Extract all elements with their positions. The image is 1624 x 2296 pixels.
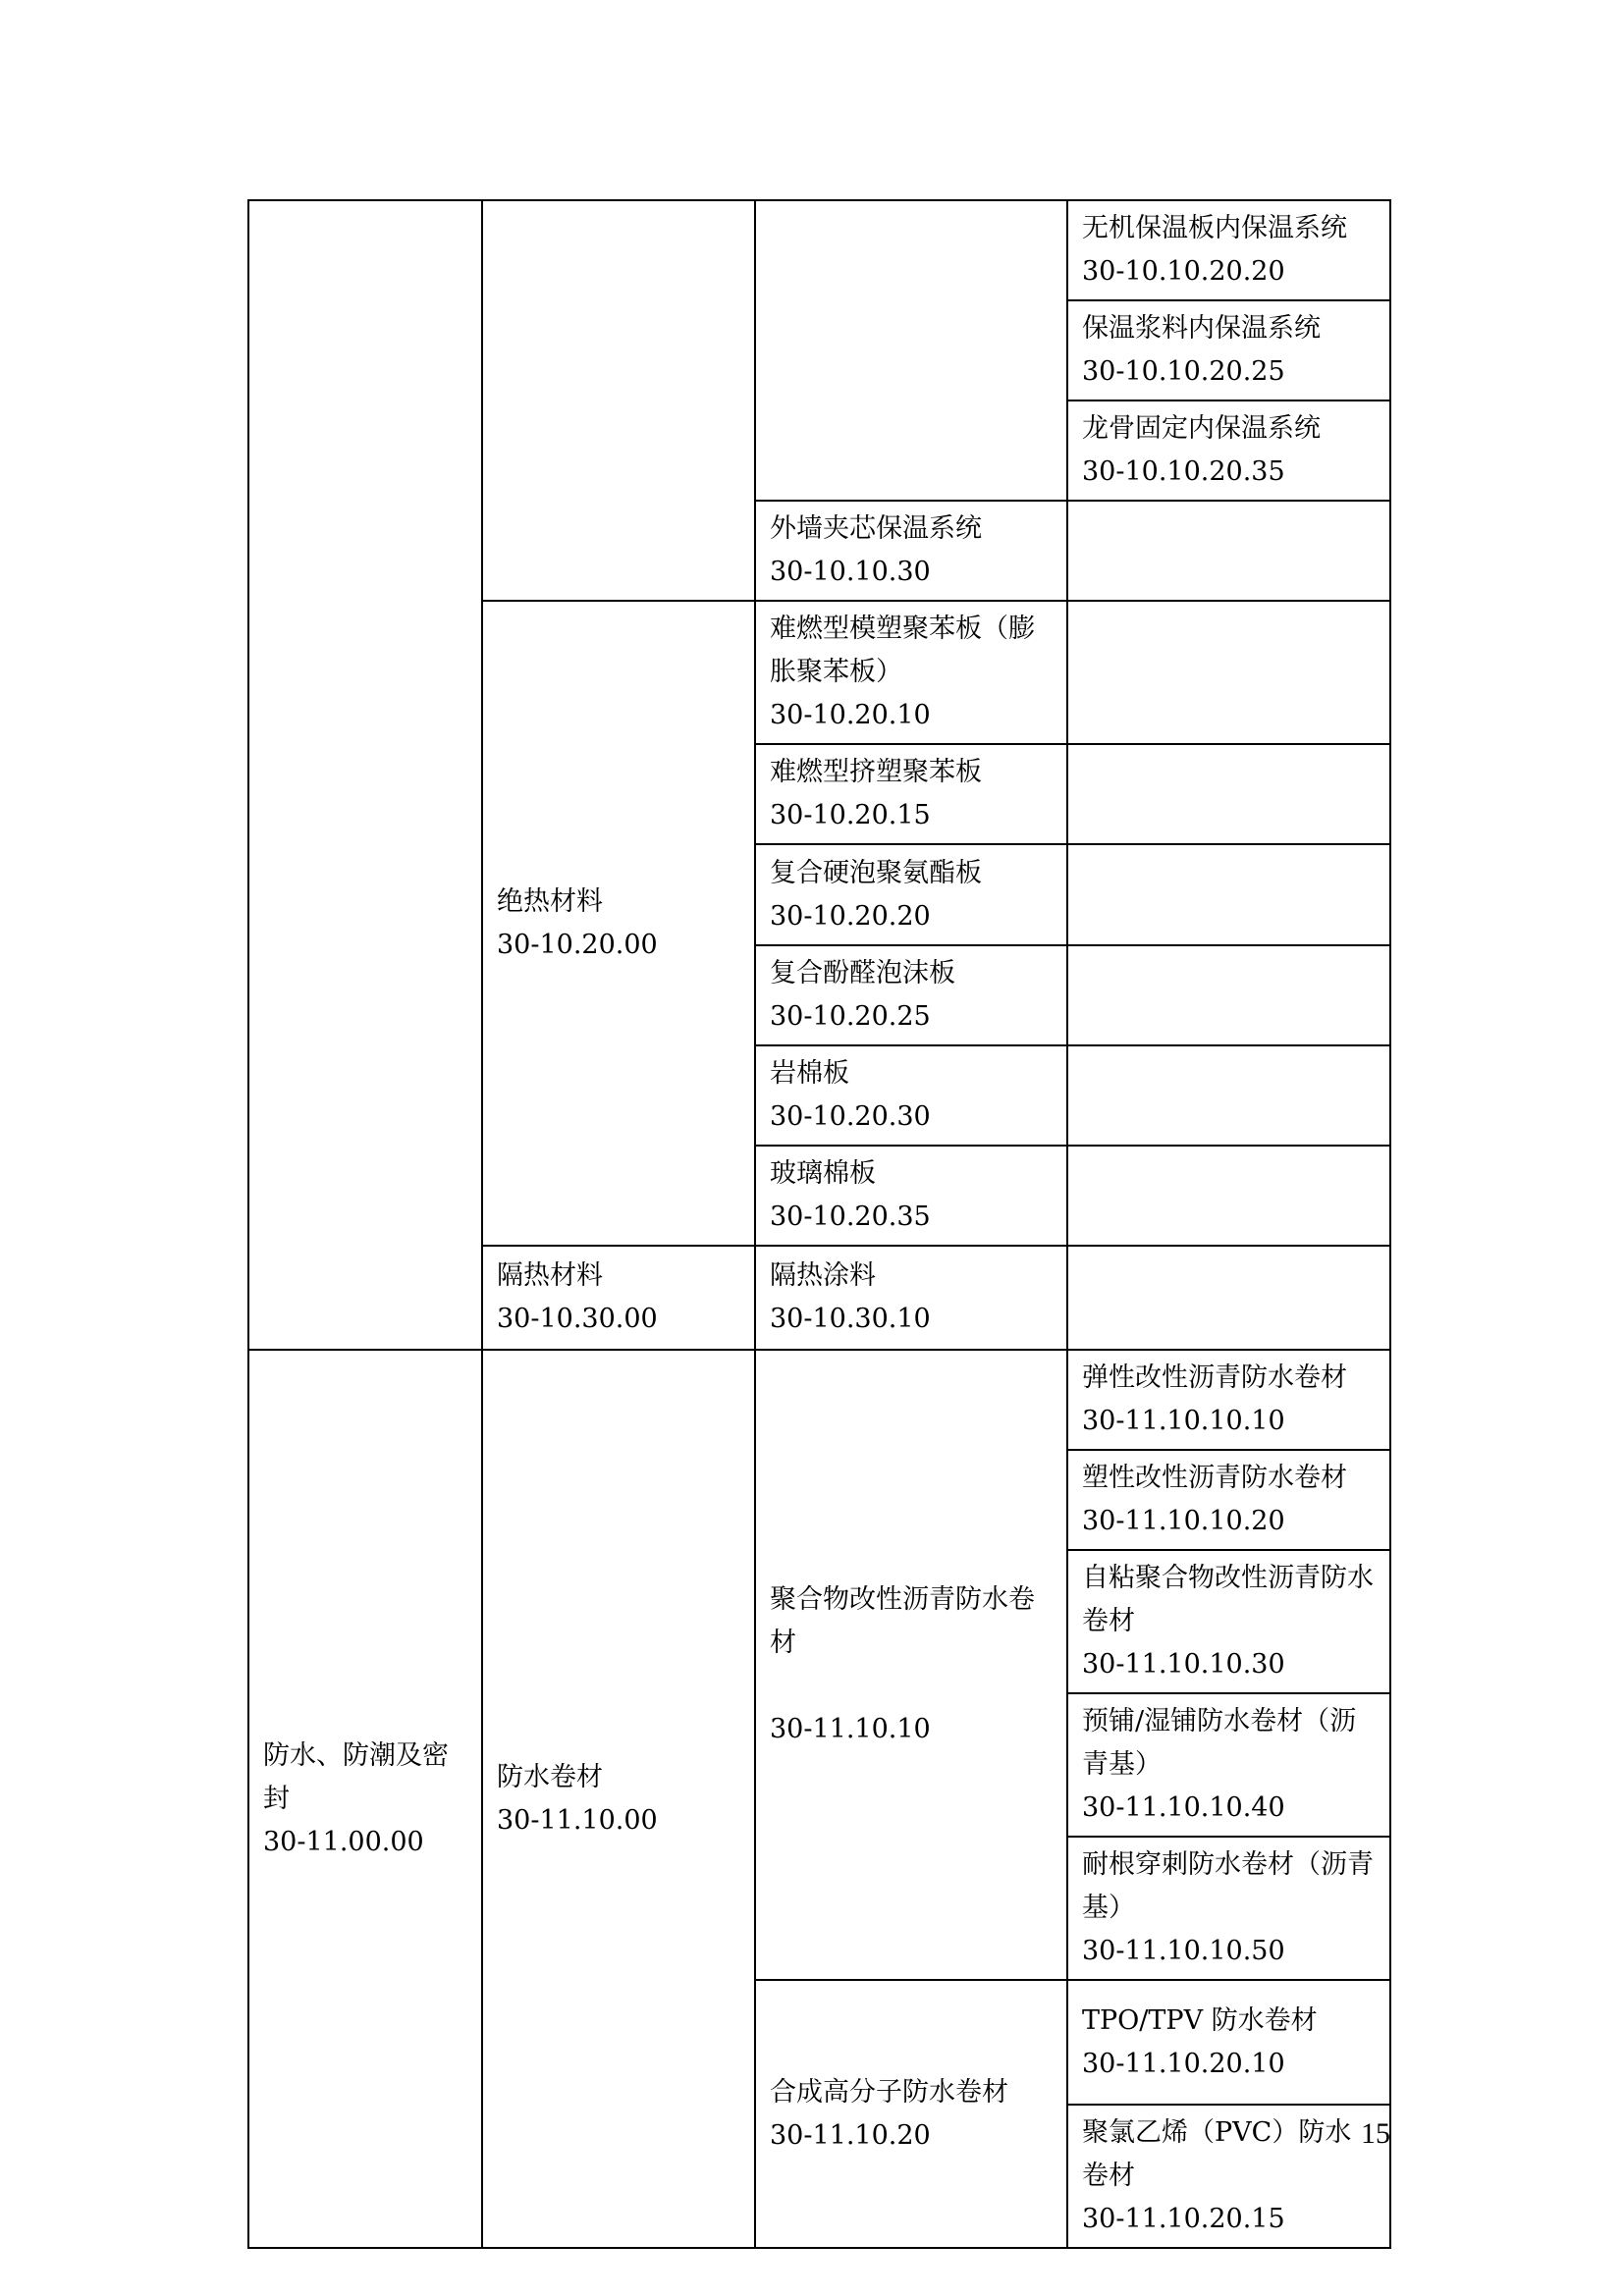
item-cell xyxy=(755,1350,1067,1980)
item-code: 30-10.20.30 xyxy=(770,1101,931,1132)
subcategory-cell xyxy=(482,1246,755,1350)
item-cell xyxy=(755,945,1067,1045)
subitem-cell xyxy=(1067,1693,1390,1837)
subitem-cell xyxy=(1067,200,1390,300)
subitem-cell-empty xyxy=(1067,1246,1390,1350)
subitem-name: 预铺/湿铺防水卷材（沥青基） xyxy=(1082,1706,1357,1780)
subitem-code: 30-10.10.20.35 xyxy=(1082,456,1285,487)
subitem-cell xyxy=(1067,1450,1390,1550)
item-code: 30-10.30.10 xyxy=(770,1304,931,1334)
category-name: 防水、防潮及密封 xyxy=(263,1739,449,1814)
subitem-cell xyxy=(1067,1980,1390,2105)
item-name: 岩棉板 xyxy=(770,1058,849,1089)
item-name: 隔热涂料 xyxy=(770,1260,876,1291)
item-name: 聚合物改性沥青防水卷材 xyxy=(770,1584,1035,1658)
subitem-name: 自粘聚合物改性沥青防水卷材 xyxy=(1082,1563,1374,1636)
subitem-cell-empty xyxy=(1067,945,1390,1045)
subitem-cell xyxy=(1067,400,1390,501)
item-cell xyxy=(755,844,1067,945)
subitem-cell-empty xyxy=(1067,1146,1390,1246)
item-code: 30-10.20.10 xyxy=(770,700,931,730)
subitem-name: 塑性改性沥青防水卷材 xyxy=(1082,1463,1347,1493)
subitem-cell-empty xyxy=(1067,601,1390,744)
category-cell xyxy=(248,1350,482,2248)
subcategory-name: 隔热材料 xyxy=(497,1260,603,1291)
category-code: 30-11.00.00 xyxy=(263,1826,424,1857)
subitem-name: 无机保温板内保温系统 xyxy=(1082,213,1347,243)
subitem-cell-empty xyxy=(1067,1045,1390,1146)
subcategory-code: 30-10.20.00 xyxy=(497,929,658,960)
subcategory-name: 防水卷材 xyxy=(497,1761,603,1792)
item-code: 30-11.10.20 xyxy=(770,2119,931,2151)
item-name: 复合酚醛泡沫板 xyxy=(770,958,955,988)
subitem-cell xyxy=(1067,1837,1390,1980)
subitem-name: 保温浆料内保温系统 xyxy=(1082,313,1321,344)
item-code: 30-10.20.25 xyxy=(770,1001,931,1032)
item-cell xyxy=(755,501,1067,601)
subitem-name: 耐根穿刺防水卷材（沥青基） xyxy=(1082,1849,1374,1923)
subitem-name: TPO/TPV 防水卷材 xyxy=(1082,2004,1318,2036)
subcategory-code: 30-11.10.00 xyxy=(497,1804,658,1836)
item-code: 30-10.20.35 xyxy=(770,1201,931,1232)
item-name: 难燃型挤塑聚苯板 xyxy=(770,757,982,787)
subitem-code: 30-11.10.10.40 xyxy=(1082,1792,1285,1823)
classification-table xyxy=(247,199,1391,2249)
subcategory-code: 30-10.30.00 xyxy=(497,1304,658,1334)
category-cell-empty xyxy=(248,200,482,1350)
subitem-code: 30-11.10.20.15 xyxy=(1082,2204,1285,2234)
item-code: 30-11.10.10 xyxy=(770,1714,931,1744)
subitem-cell-empty xyxy=(1067,744,1390,844)
subitem-cell-empty xyxy=(1067,844,1390,945)
subitem-name: 龙骨固定内保温系统 xyxy=(1082,413,1321,444)
page-number: 15 xyxy=(1361,2117,1390,2150)
item-cell xyxy=(755,1045,1067,1146)
item-name: 外墙夹芯保温系统 xyxy=(770,513,982,544)
subcategory-name: 绝热材料 xyxy=(497,885,603,917)
subitem-code: 30-10.10.20.25 xyxy=(1082,356,1285,387)
item-code: 30-10.20.15 xyxy=(770,800,931,830)
subcategory-cell-empty xyxy=(482,200,755,601)
item-cell-empty xyxy=(755,200,1067,501)
subitem-code: 30-11.10.10.20 xyxy=(1082,1506,1285,1536)
item-cell xyxy=(755,744,1067,844)
item-name: 难燃型模塑聚苯板（膨胀聚苯板） xyxy=(770,614,1035,687)
item-code: 30-10.10.30 xyxy=(770,557,931,587)
item-cell xyxy=(755,1980,1067,2248)
item-name: 玻璃棉板 xyxy=(770,1158,876,1189)
subitem-code: 30-11.10.10.10 xyxy=(1082,1406,1285,1436)
item-code: 30-10.20.20 xyxy=(770,900,931,932)
subitem-cell xyxy=(1067,1350,1390,1450)
item-cell xyxy=(755,1246,1067,1350)
subitem-name: 弹性改性沥青防水卷材 xyxy=(1082,1362,1347,1393)
subitem-name: 聚氯乙烯（PVC）防水卷材 xyxy=(1082,2117,1352,2191)
item-cell xyxy=(755,1146,1067,1246)
item-cell xyxy=(755,601,1067,744)
subitem-code: 30-11.10.20.10 xyxy=(1082,2048,1285,2079)
subitem-code: 30-11.10.10.50 xyxy=(1082,1936,1285,1966)
subitem-code: 30-11.10.10.30 xyxy=(1082,1649,1285,1680)
subitem-cell xyxy=(1067,300,1390,400)
subitem-cell xyxy=(1067,1550,1390,1693)
subcategory-cell xyxy=(482,1350,755,2248)
subitem-code: 30-10.10.20.20 xyxy=(1082,256,1285,287)
subcategory-cell xyxy=(482,601,755,1246)
item-name: 复合硬泡聚氨酯板 xyxy=(770,857,982,888)
subitem-cell-empty xyxy=(1067,501,1390,601)
item-name: 合成高分子防水卷材 xyxy=(770,2076,1008,2108)
